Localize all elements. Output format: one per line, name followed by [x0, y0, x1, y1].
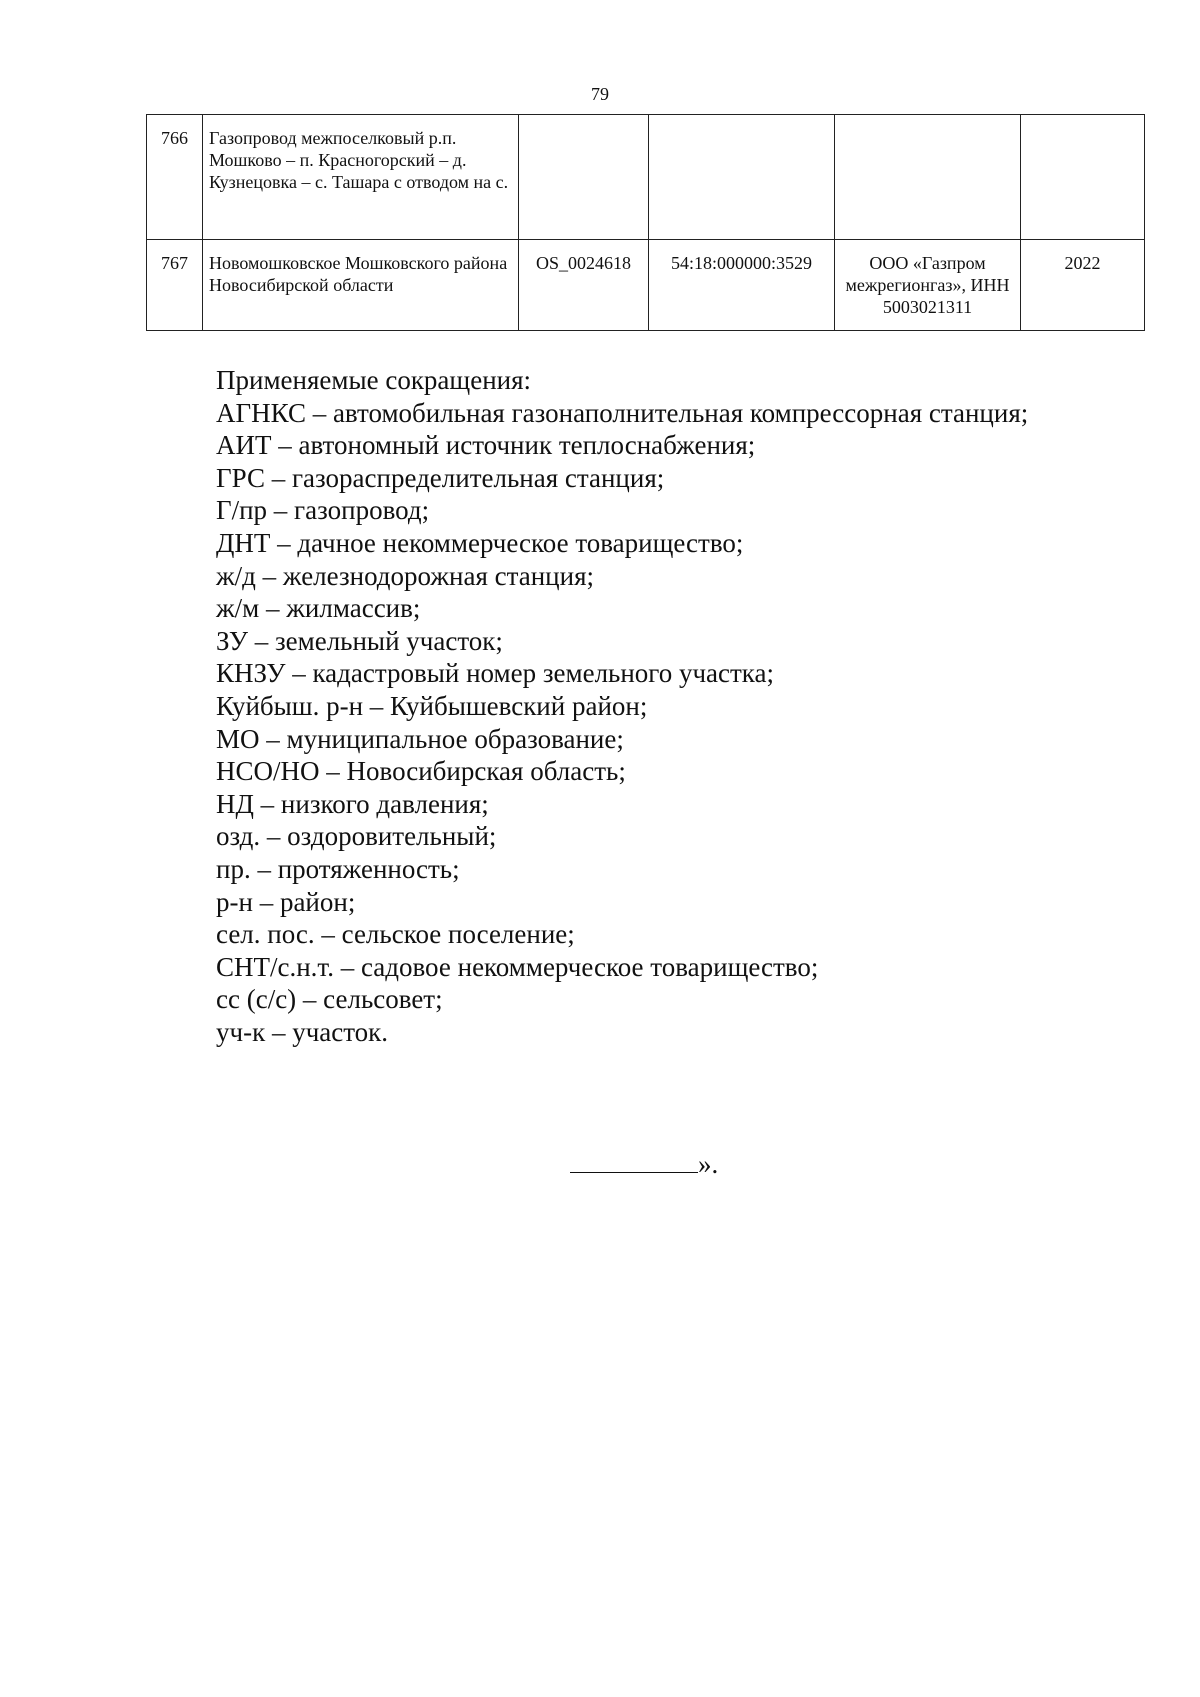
abbreviations-section [216, 364, 1136, 1048]
abbreviation-item: сс (с/с) – сельсовет; [216, 984, 443, 1015]
row-number-cell: 767 [147, 240, 203, 331]
cadastral-number-cell: 54:18:000000:3529 [649, 240, 835, 331]
abbreviation-item: ЗУ – земельный участок; [216, 625, 503, 656]
document-table [146, 114, 1145, 331]
year-cell: 2022 [1021, 240, 1145, 331]
table-row [147, 115, 1145, 240]
abbreviation-item: НД – низкого давления; [216, 788, 489, 819]
signature-line [570, 1146, 698, 1173]
abbreviation-item: р-н – район; [216, 886, 356, 917]
organization-cell: ООО «Газпром межрегионгаз», ИНН 5003021311 [835, 240, 1021, 331]
abbreviation-item: СНТ/с.н.т. – садовое некоммерческое товарищество; [216, 951, 819, 982]
abbreviation-item: ГРС – газораспределительная станция; [216, 462, 665, 493]
object-code-cell [519, 115, 649, 240]
abbreviations-heading: Применяемые сокращения: [216, 365, 532, 395]
abbreviation-item: АГНКС – автомобильная газонаполнительная компрессорная станция; [216, 397, 1029, 428]
abbreviation-item: ДНТ – дачное некоммерческое товарищество; [216, 527, 744, 558]
table-row [147, 240, 1145, 331]
abbreviation-item: ж/д – железнодорожная станция; [216, 560, 594, 591]
object-code-cell: OS_0024618 [519, 240, 649, 331]
abbreviation-item: ж/м – жилмассив; [216, 593, 421, 624]
abbreviation-item: НСО/НО – Новосибирская область; [216, 756, 626, 787]
page-number: 79 [591, 84, 609, 104]
abbreviation-item: уч-к – участок. [216, 1016, 389, 1047]
abbreviation-item: сел. пос. – сельское поселение; [216, 919, 575, 950]
object-name-cell: Новомошковское Мошковского района Новосибирской области [203, 240, 519, 331]
abbreviation-item: АИТ – автономный источник теплоснабжения; [216, 430, 756, 461]
organization-cell [835, 115, 1021, 240]
abbreviation-item: Г/пр – газопровод; [216, 495, 430, 526]
abbreviation-item: КНЗУ – кадастровый номер земельного участка; [216, 658, 774, 689]
abbreviation-item: МО – муниципальное образование; [216, 723, 624, 754]
abbreviation-item: пр. – протяженность; [216, 853, 460, 884]
row-number-cell: 766 [147, 115, 203, 240]
abbreviation-item: Куйбыш. р-н – Куйбышевский район; [216, 690, 648, 721]
object-name-cell: Газопровод межпоселковый р.п. Мошково – п. Красногорский – д. Кузнецовка – с. Ташара с отводом на с. [203, 115, 519, 240]
cadastral-number-cell [649, 115, 835, 240]
abbreviation-item: озд. – оздоровительный; [216, 821, 497, 852]
closing-mark [570, 1146, 718, 1180]
year-cell [1021, 115, 1145, 240]
closing-quote: ». [698, 1149, 719, 1179]
